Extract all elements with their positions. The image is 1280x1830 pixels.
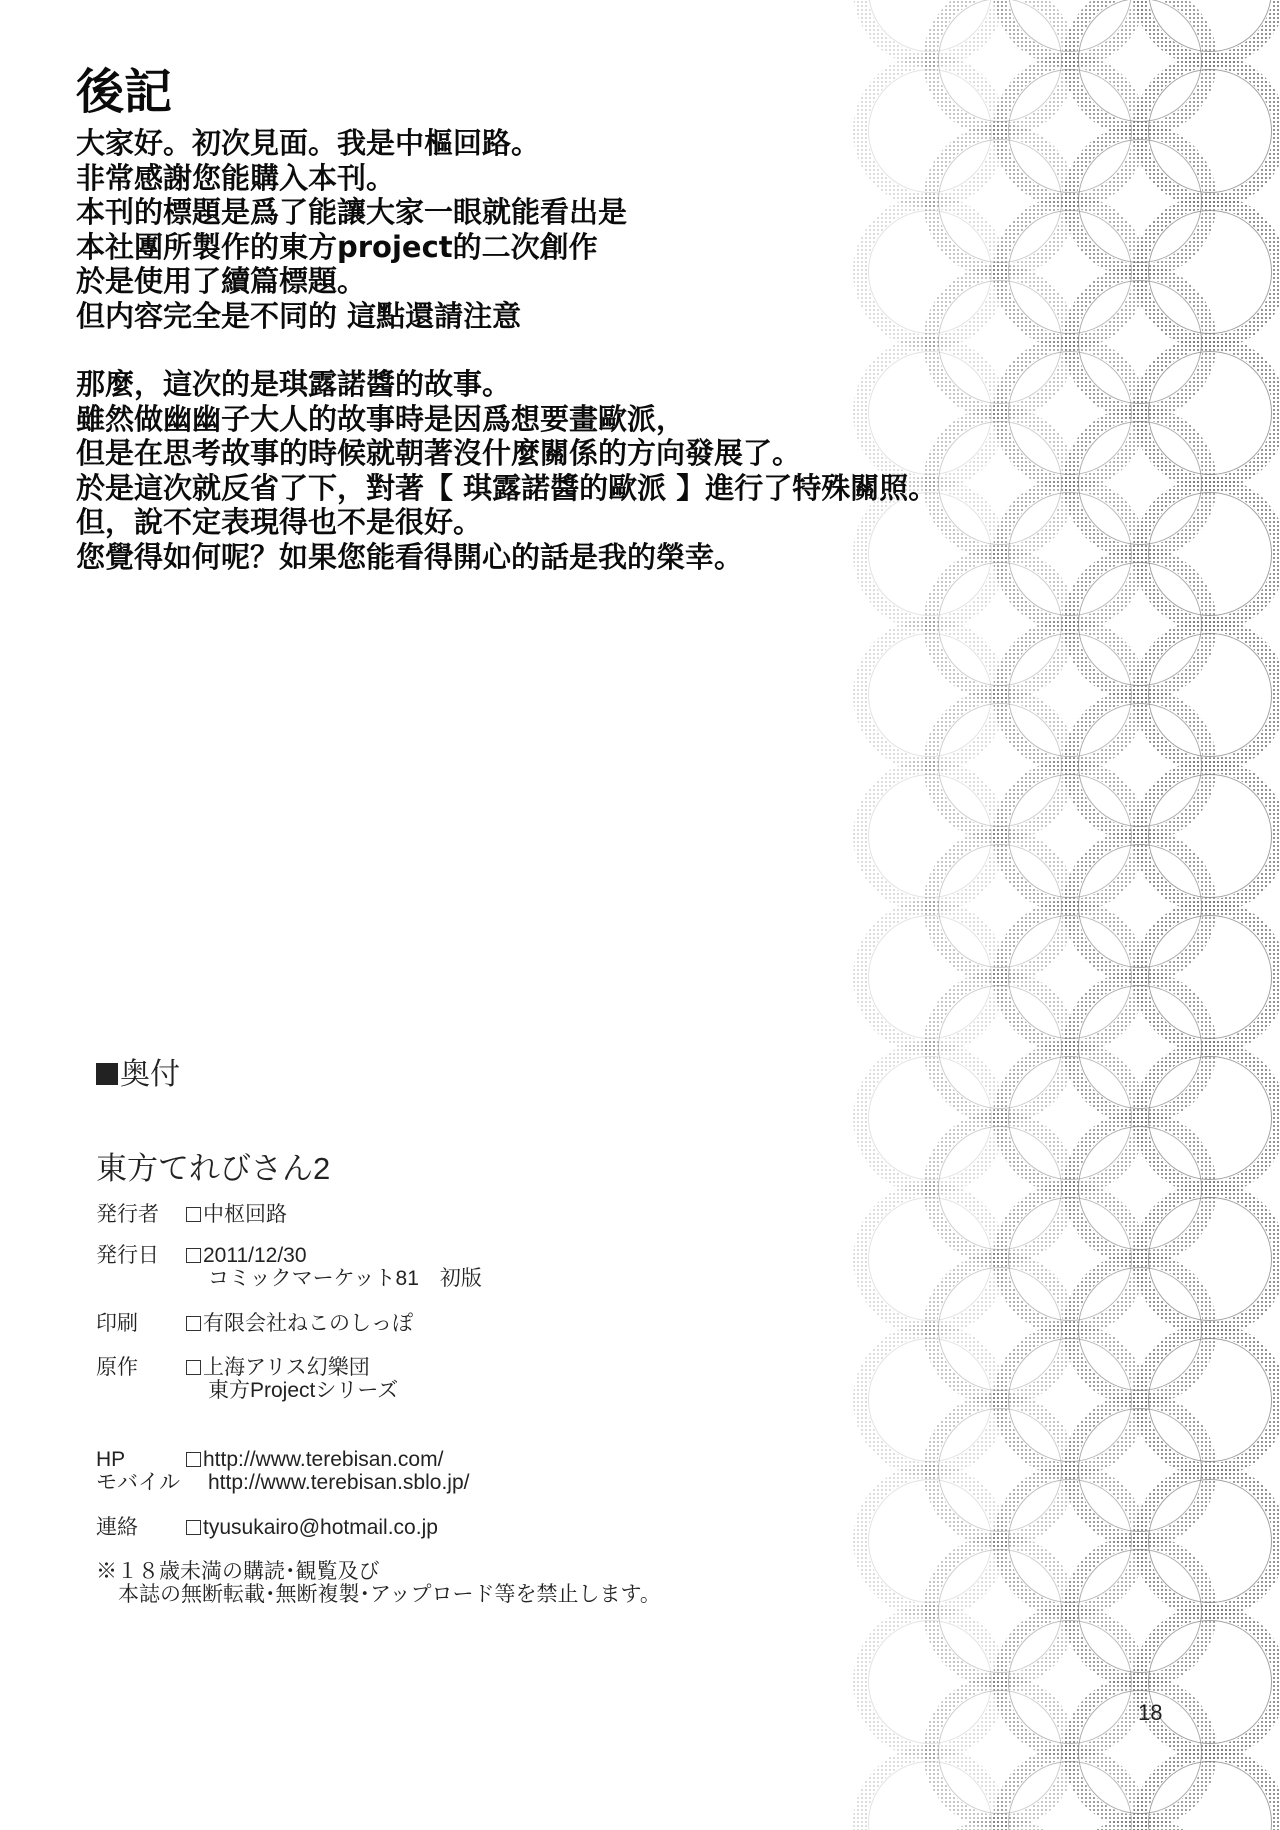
afterword-line: 但，說不定表現得也不是很好。 [76,505,483,539]
age-restriction-notice [96,1560,661,1606]
colophon-heading: 奥付 [96,1055,796,1095]
event-edition: コミックマーケット81 初版 [208,1267,482,1290]
publisher-label: 発行者 [96,1203,159,1226]
original-work-value: 上海アリス幻樂団 [203,1356,370,1379]
printer-label: 印刷 [96,1312,138,1335]
afterword-line: 於是這次就反省了下，對著【 琪露諾醬的歐派 】進行了特殊關照。 [76,470,938,505]
contact-email-link[interactable]: tyusukairo@hotmail.co.jp [203,1516,438,1539]
afterword-line: 但是在思考故事的時候就朝著沒什麼關係的方向發展了。 [76,436,802,470]
hp-url-link[interactable]: http://www.terebisan.com/ [203,1448,444,1471]
afterword-title: 後記 [76,64,173,120]
checkbox-square-icon [186,1207,201,1222]
checkbox-square-icon [186,1248,201,1263]
afterword-paragraph-2 [76,367,956,574]
afterword-line: 本刊的標題是爲了能讓大家一眼就能看出是 [76,195,628,229]
hp-label: HP [96,1448,126,1471]
afterword-line: 雖然做幽幽子大人的故事時是因爲想要畫歐派， [76,401,686,436]
afterword-line: 於是使用了續篇標題。 [76,264,367,298]
notice-line-1: ※１８歳未満の購読･観覧及び [96,1560,380,1583]
publish-date-value: 2011/12/30 [203,1244,307,1267]
publish-date-label: 発行日 [96,1244,159,1267]
colophon-section [96,1055,796,1606]
notice-line-2: 本誌の無断転載･無断複製･アップロード等を禁止します。 [118,1583,661,1606]
afterword-line: 您覺得如何呢？如果您能看得開心的話是我的榮幸。 [76,539,744,574]
printer-value: 有限会社ねこのしっぽ [203,1312,413,1335]
checkbox-square-icon [186,1360,201,1375]
original-work-series: 東方Projectシリーズ [208,1379,399,1402]
mobile-label: モバイル [96,1471,180,1494]
contact-label: 連絡 [96,1516,138,1539]
original-work-label: 原作 [96,1356,138,1379]
black-square-icon [96,1063,118,1085]
page-number: 18 [1138,1700,1163,1725]
publisher-value: 中枢回路 [203,1203,287,1226]
afterword-line: 本社團所製作的東方project的二次創作 [76,229,598,264]
mobile-url-link[interactable]: http://www.terebisan.sblo.jp/ [208,1471,470,1494]
afterword-line: 但内容完全是不同的 這點還請注意 [76,298,522,333]
afterword-line: 大家好。初次見面。我是中樞回路。 [76,126,541,160]
checkbox-square-icon [186,1452,201,1467]
checkbox-square-icon [186,1520,201,1535]
afterword-line: 非常感謝您能購入本刊。 [76,160,396,195]
afterword-section [76,64,956,574]
book-title: 東方てれびさん2 [96,1151,331,1186]
checkbox-square-icon [186,1316,201,1331]
afterword-paragraph-1 [76,126,956,333]
afterword-line: 那麼，這次的是琪露諾醬的故事。 [76,367,512,401]
